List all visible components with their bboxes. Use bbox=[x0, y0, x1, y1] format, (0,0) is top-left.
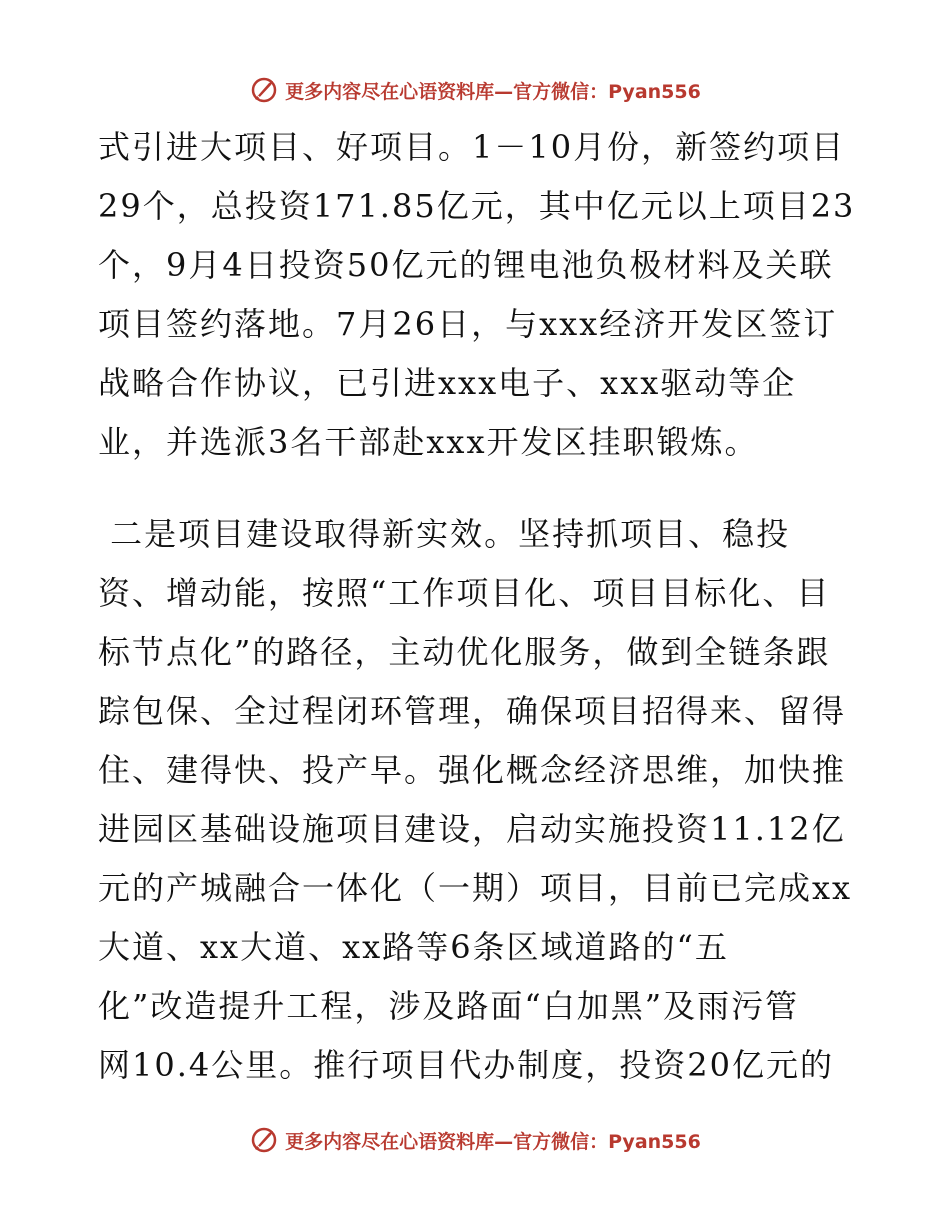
text-line: 战略合作协议，已引进xxx电子、xxx驱动等企 bbox=[98, 364, 797, 402]
watermark-text: 更多内容尽在心语资料库—官方微信：Pyan556 bbox=[285, 1130, 701, 1153]
text-line: 业，并选派3名干部赴xxx开发区挂职锻炼。 bbox=[98, 423, 759, 461]
quill-pen-logo-icon bbox=[249, 1125, 279, 1155]
text-line: 化”改造提升工程，涉及路面“白加黑”及雨污管 bbox=[98, 987, 800, 1025]
header-watermark bbox=[0, 70, 950, 110]
text-line: 元的产城融合一体化（一期）项目，目前已完成xx bbox=[98, 869, 853, 907]
paragraph-2 bbox=[98, 505, 868, 1095]
text-line: 住、建得快、投产早。强化概念经济思维，加快推 bbox=[98, 751, 847, 789]
quill-pen-logo-icon bbox=[249, 75, 279, 105]
text-line: 资、增动能，按照“工作项目化、项目目标化、目 bbox=[98, 574, 831, 612]
paragraph-gap bbox=[98, 472, 868, 505]
text-line: 个，9月4日投资50亿元的锂电池负极材料及关联 bbox=[98, 246, 834, 284]
paragraph-1 bbox=[98, 118, 868, 472]
watermark-text: 更多内容尽在心语资料库—官方微信：Pyan556 bbox=[285, 80, 701, 103]
text-line: 标节点化”的路径，主动优化服务，做到全链条跟 bbox=[98, 633, 831, 671]
text-line: 踪包保、全过程闭环管理，确保项目招得来、留得 bbox=[98, 692, 847, 730]
text-line: 29个，总投资171.85亿元，其中亿元以上项目23 bbox=[98, 187, 856, 225]
footer-watermark bbox=[0, 1120, 950, 1160]
document-body bbox=[98, 118, 868, 1095]
text-line: 二是项目建设取得新实效。坚持抓项目、稳投 bbox=[98, 515, 791, 553]
text-line: 进园区基础设施项目建设，启动实施投资11.12亿 bbox=[98, 810, 846, 848]
text-line: 式引进大项目、好项目。1－10月份，新签约项目 bbox=[98, 128, 846, 166]
text-line: 大道、xx大道、xx路等6条区域道路的“五 bbox=[98, 928, 729, 966]
text-line: 网10.4公里。推行项目代办制度，投资20亿元的 bbox=[98, 1046, 834, 1084]
text-line: 项目签约落地。7月26日，与xxx经济开发区签订 bbox=[98, 305, 838, 343]
